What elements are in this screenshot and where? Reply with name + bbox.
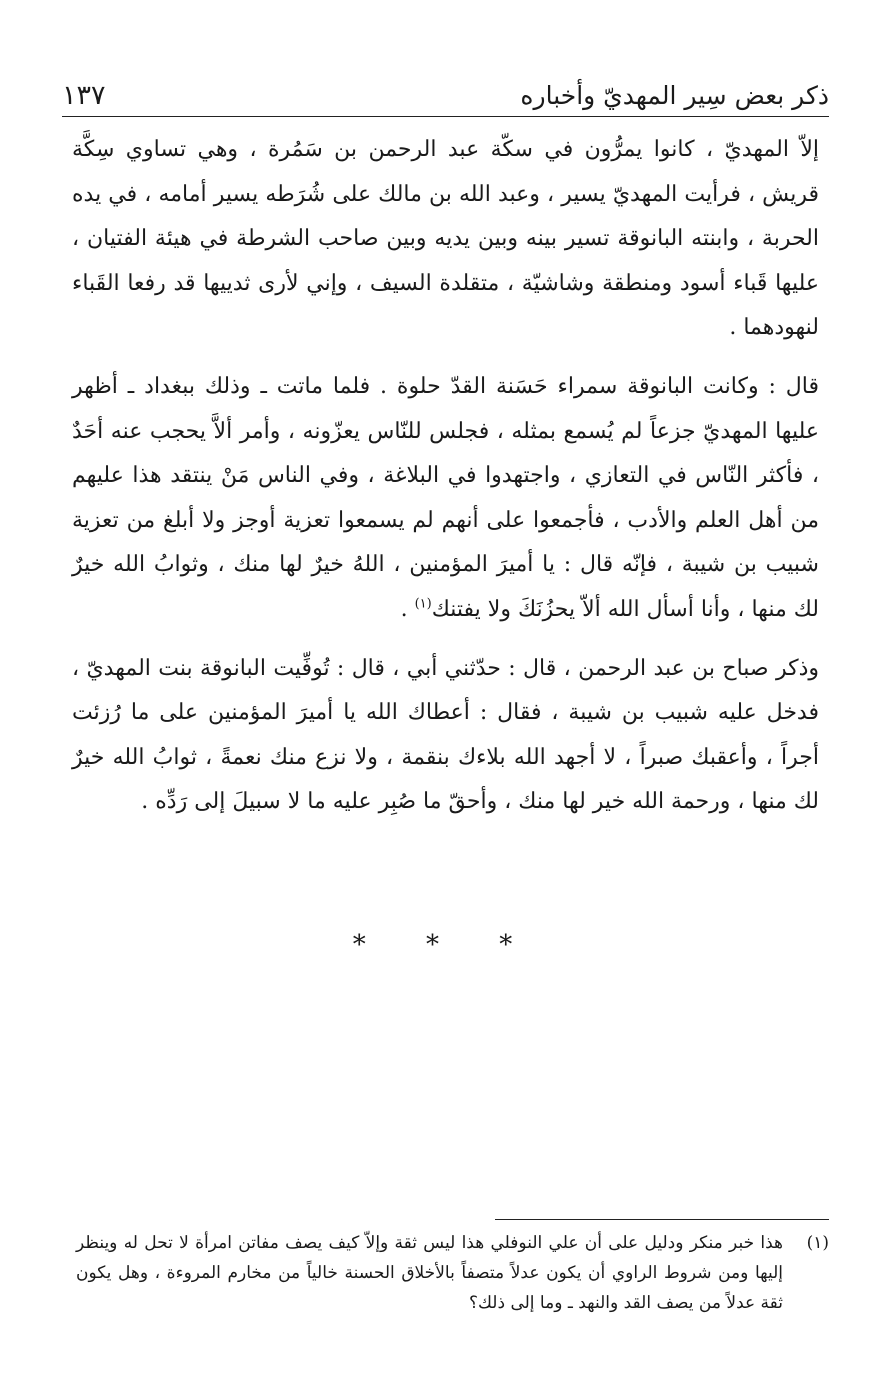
running-header <box>62 72 829 117</box>
footnote-marker: (١) <box>806 1233 829 1253</box>
footnote-reference: (١) <box>414 596 432 612</box>
footnote-text: هذا خبر منكر ودليل على أن علي النوفلي هذا ليس ثقة وإلاّ كيف يصف مفاتن امرأة لا تحل له وينظر إليها ومن شروط الراوي أن يكون عدلاً متصفاً بالأخلاق الحسنة خالياً من مخارم المروءة ، وهل يكون ثقة عدلاً من يصف القد والنهد ـ وما إلى ذلك؟ <box>76 1233 783 1313</box>
footnote <box>76 1228 829 1318</box>
paragraph-2-text: قال : وكانت البانوقة سمراء حَسَنة القدّ حلوة . فلما ماتت ـ وذلك ببغداد ـ أظهر عليها المهديّ جزعاً لم يُسمع بمثله ، فجلس للنّاس يعزّونه ، وأمر ألاَّ يحجب عنه أحَدٌ ، فأكثر النّاس في التعازي ، واجتهدوا في البلاغة ، وفي الناس مَنْ ينتقد هذا عليهم من أهل العلم والأدب ، فأجمعوا على أنهم لم يسمعوا تعزية أوجز ولا أبلغ من تعزية شبيب بن شيبة ، فإنّه قال : يا أميرَ المؤمنين ، اللهُ خيرٌ لها منك ، وثوابُ الله خيرٌ لك منها ، وأنا أسأل الله ألاّ يحزُنَكَ ولا يفتنك <box>72 373 819 622</box>
paragraph-3: وذكر صباح بن عبد الرحمن ، قال : حدّثني أبي ، قال : تُوفِّيت البانوقة بنت المهديّ ، فدخل عليه شبيب بن شيبة ، فقال : أعطاك الله يا أميرَ المؤمنين على ما رُزئت أجراً ، وأعقبك صبراً ، لا أجهد الله بلاءك بنقمة ، ولا نزع منك نعمةً ، ثوابُ الله خيرٌ لك منها ، ورحمة الله خير لها منك ، وأحقّ ما صُبِر عليه ما لا سبيلَ إلى رَدِّه . <box>72 655 819 815</box>
section-separator-stars: * * * <box>352 930 539 960</box>
body-text <box>72 128 819 825</box>
page-number: ١٣٧ <box>62 80 106 111</box>
paragraph-2-end: . <box>400 596 415 622</box>
paragraph-1: إلاّ المهديّ ، كانوا يمرُّون في سكّة عبد الرحمن بن سَمُرة ، وهي تساوي سِكَّة قريش ، فرأيت المهديّ يسير ، وعبد الله بن مالك على شُرَطه يسير أمامه ، في يده الحربة ، وابنته البانوقة تسير بينه وبين يديه وبين صاحب الشرطة في هيئة الفتيان ، عليها قَباء أسود ومنطقة وشاشيّة ، متقلدة السيف ، وإني لأرى ثدييها قد رفعا القَباء لنهودهما . <box>72 137 819 341</box>
header-title: ذكر بعض سِير المهديّ وأخباره <box>520 81 829 110</box>
paragraph-2 <box>72 365 819 633</box>
footnote-divider <box>495 1219 829 1220</box>
